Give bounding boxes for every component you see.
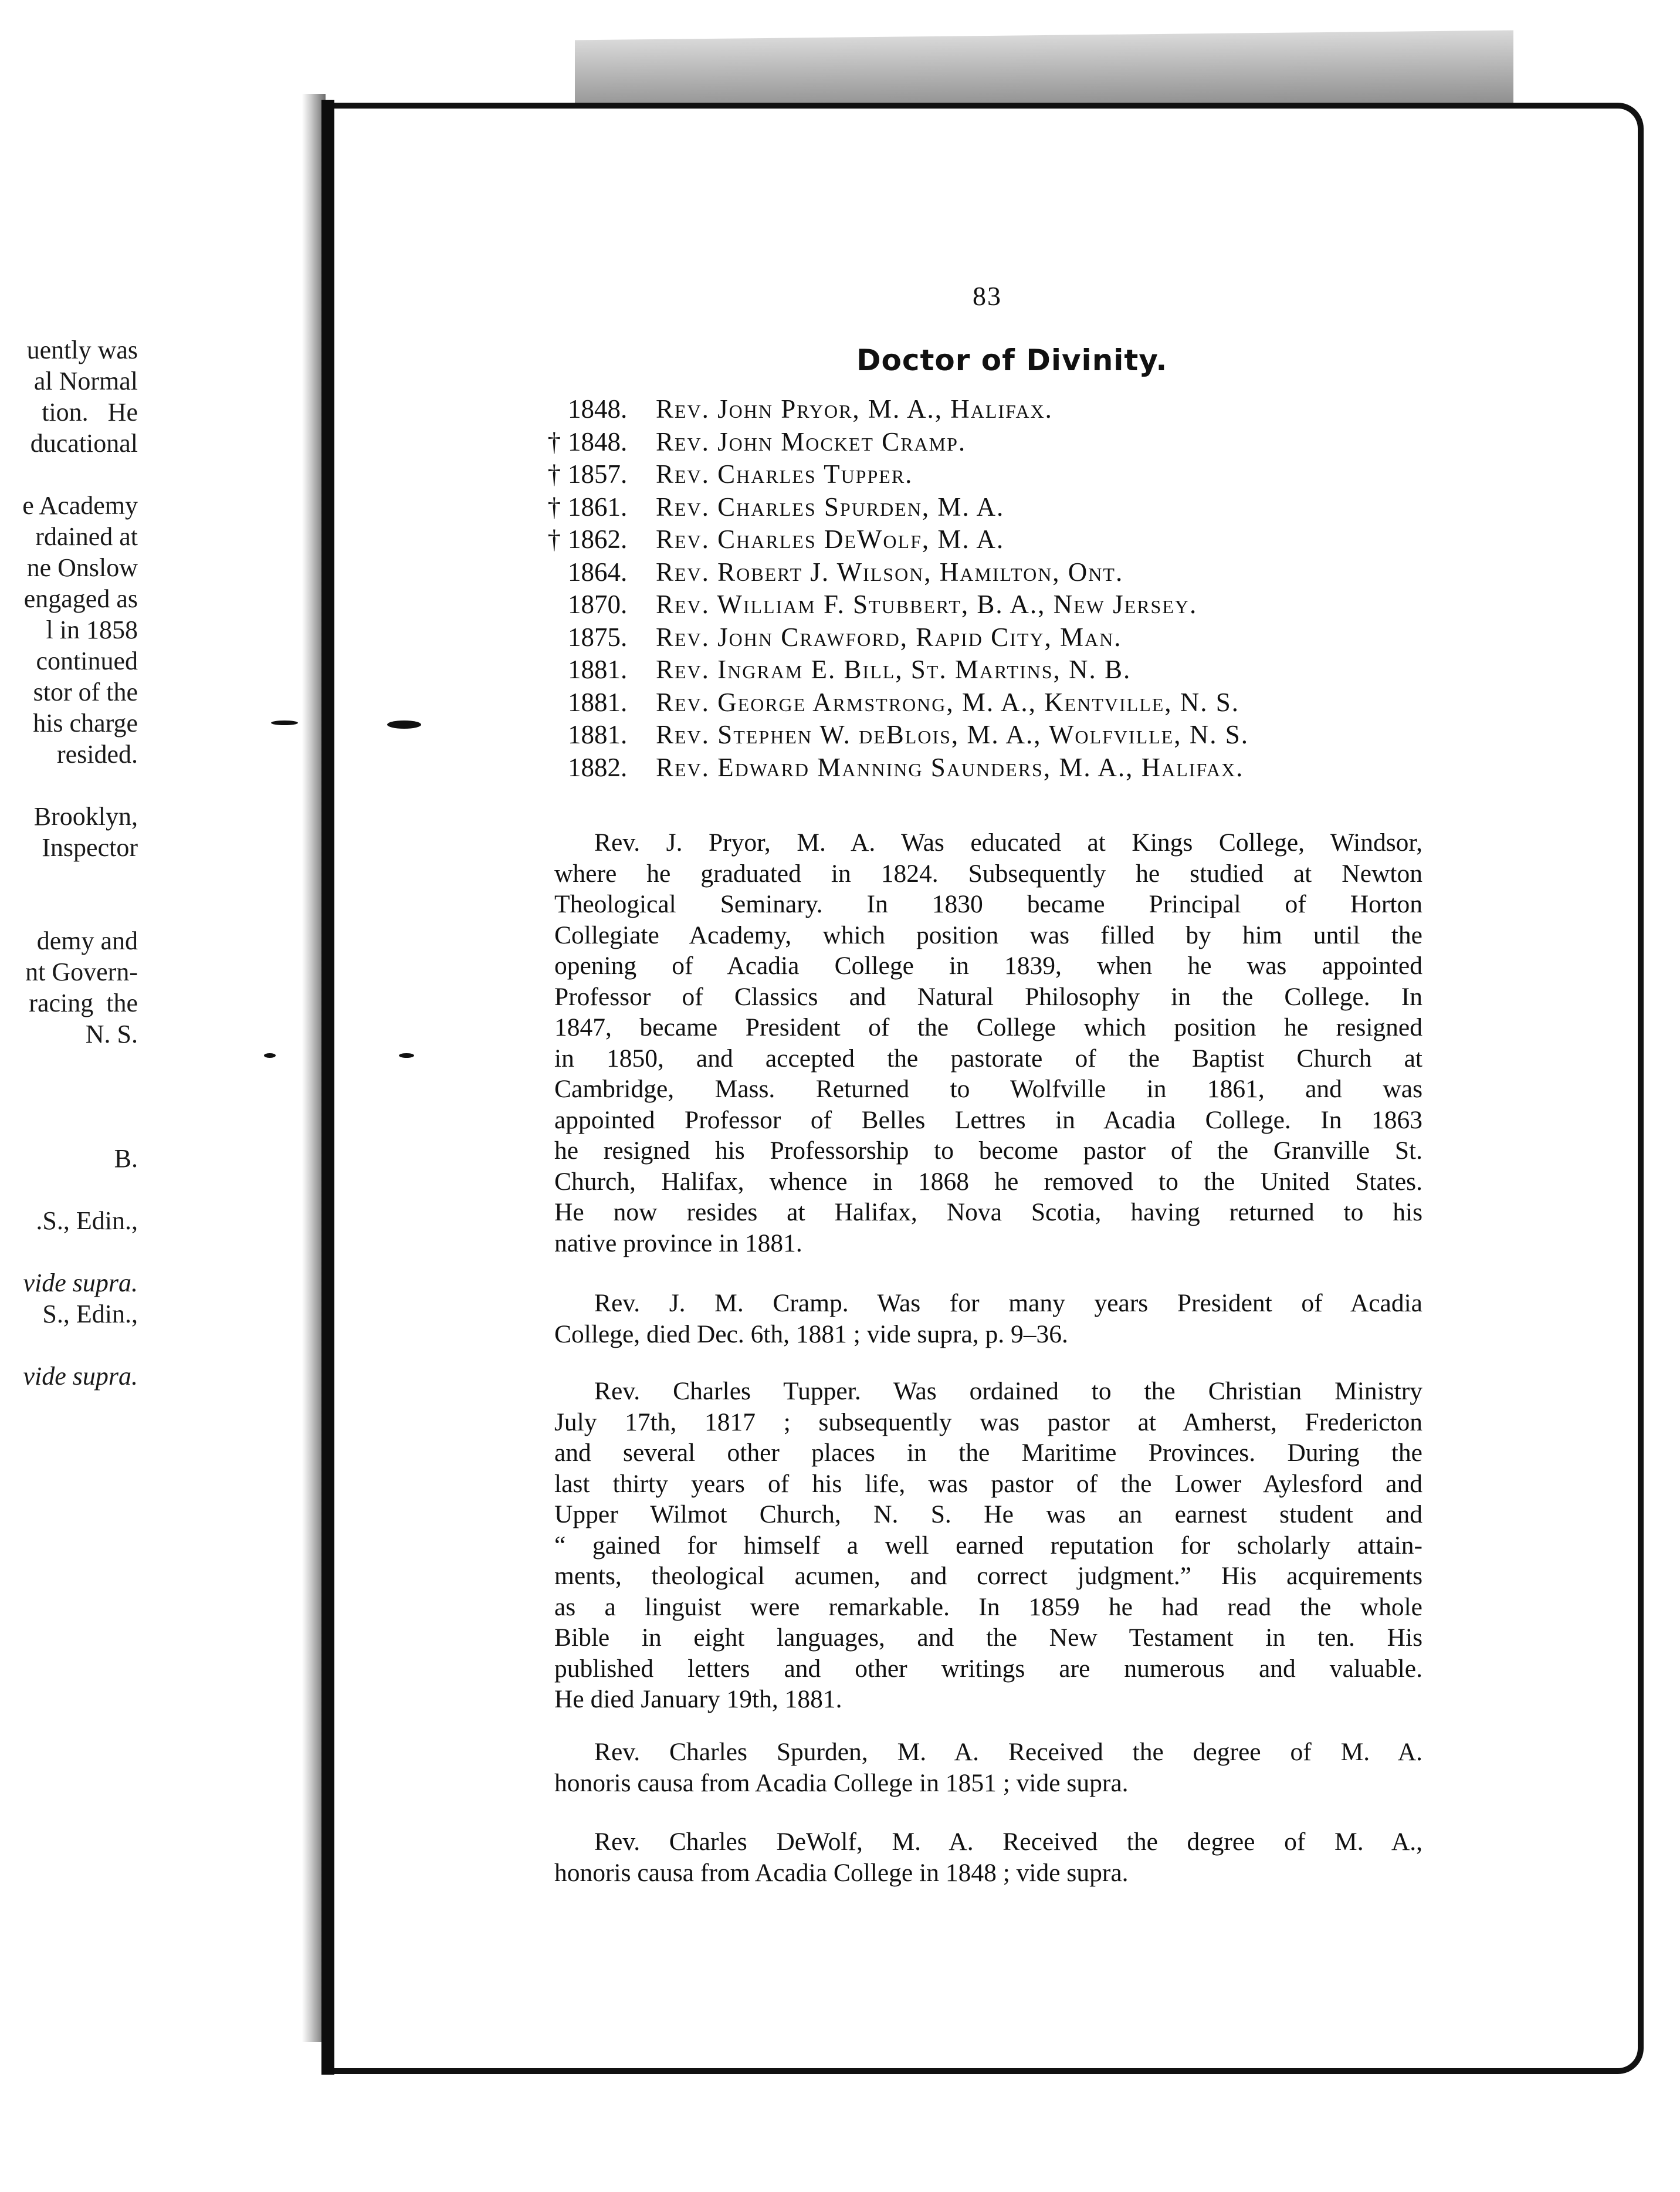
deceased-dagger: † xyxy=(547,427,561,456)
biography-line: Theological Seminary. In 1830 became Principal of Horton xyxy=(554,890,1422,918)
entry-year: 1864. xyxy=(568,557,628,587)
left-page-line: his charge xyxy=(33,709,138,738)
left-page-line: rdained at xyxy=(35,522,138,551)
biography-line: and several other places in the Maritime Provinces. During the xyxy=(554,1439,1422,1467)
biography-line: 1847, became President of the College which position he resigned xyxy=(554,1013,1422,1041)
left-page-line: Inspector xyxy=(42,833,138,862)
left-page-line: continued xyxy=(29,647,138,675)
left-page-line xyxy=(0,1330,138,1361)
gutter-mark xyxy=(387,720,421,729)
biography-line: opening of Acadia College in 1839, when he was appointed xyxy=(554,952,1422,980)
entry-year: 1875. xyxy=(568,622,628,652)
degree-entry xyxy=(546,426,1367,459)
biography-line: native province in 1881. xyxy=(554,1229,802,1257)
entry-year: 1848. xyxy=(568,394,628,424)
left-page-line: Brooklyn, xyxy=(33,802,138,831)
entry-name: Rev. John Mocket Cramp. xyxy=(656,427,967,456)
left-page-line: B. xyxy=(114,1144,138,1173)
left-page-line xyxy=(0,1174,138,1205)
degree-list xyxy=(546,393,1367,784)
degree-entry xyxy=(546,621,1367,654)
entry-year: 1881. xyxy=(568,655,628,684)
biography-line: as a linguist were remarkable. In 1859 he had read the whole xyxy=(554,1592,1422,1621)
entry-name: Rev. Charles DeWolf, M. A. xyxy=(656,525,1005,554)
biography-line: Rev. Charles Spurden, M. A. Received the degree of M. A. xyxy=(594,1738,1422,1766)
biography-line: Upper Wilmot Church, N. S. He was an earnest student and xyxy=(554,1500,1422,1528)
gutter-mark xyxy=(264,1053,276,1058)
biography-line: Collegiate Academy, which position was filled by him until the xyxy=(554,921,1422,949)
entry-year: 1881. xyxy=(568,687,628,717)
left-page-line: uently was xyxy=(26,336,138,364)
biography-line: “ gained for himself a well earned reputation for scholarly attain- xyxy=(554,1531,1422,1560)
left-page-line xyxy=(0,894,138,925)
biography-line: honoris causa from Acadia College in 1848 ; vide supra. xyxy=(554,1858,1129,1887)
degree-entry xyxy=(546,588,1367,621)
biography-line: Rev. Charles DeWolf, M. A. Received the degree of M. A., xyxy=(594,1828,1422,1856)
left-page-line xyxy=(0,1081,138,1112)
biography-paragraph xyxy=(554,827,1422,1259)
deceased-dagger: † xyxy=(547,525,561,554)
left-page-line: .S., Edin., xyxy=(36,1206,138,1235)
degree-entry xyxy=(546,654,1367,686)
left-page-line: engaged as xyxy=(23,584,138,613)
deceased-dagger xyxy=(546,654,561,686)
entry-year: 1870. xyxy=(568,590,628,619)
deceased-dagger: † xyxy=(547,459,561,489)
left-page-text xyxy=(0,334,138,1392)
biography-line: He died January 19th, 1881. xyxy=(554,1685,842,1713)
degree-entry xyxy=(546,719,1367,752)
biography-line: published letters and other writings are numerous and valuable. xyxy=(554,1654,1422,1683)
deceased-dagger xyxy=(546,588,561,621)
left-page-line: nt Govern- xyxy=(25,958,138,986)
degree-entry xyxy=(546,458,1367,491)
entry-year: 1848. xyxy=(568,427,628,456)
section-title: Doctor of Divinity. xyxy=(856,343,1168,377)
entry-name: Rev. Robert J. Wilson, Hamilton, Ont. xyxy=(656,557,1124,587)
biography-line: Bible in eight languages, and the New Testament in ten. His xyxy=(554,1623,1422,1652)
biography-paragraph xyxy=(554,1737,1422,1798)
entry-year: 1882. xyxy=(568,752,628,782)
entry-name: Rev. George Armstrong, M. A., Kentville, N. S. xyxy=(656,687,1240,717)
entry-year: 1861. xyxy=(568,492,628,522)
biography-line: Cambridge, Mass. Returned to Wolfville in 1861, and was xyxy=(554,1075,1422,1103)
entry-name: Rev. William F. Stubbert, B. A., New Jersey. xyxy=(656,590,1198,619)
left-page-line: l in 1858 xyxy=(46,615,138,644)
entry-year: 1862. xyxy=(568,525,628,554)
deceased-dagger xyxy=(546,393,561,426)
biography-line: appointed Professor of Belles Lettres in Acadia College. In 1863 xyxy=(554,1105,1422,1134)
left-page-line: vide supra. xyxy=(23,1268,138,1297)
degree-entry xyxy=(546,752,1367,784)
biography-paragraph xyxy=(554,1288,1422,1349)
left-page-line: al Normal xyxy=(33,367,138,395)
gutter-mark xyxy=(399,1053,414,1058)
biography-line: Professor of Classics and Natural Philosophy in the College. In xyxy=(554,982,1422,1011)
entry-year: 1881. xyxy=(568,720,628,749)
deceased-dagger xyxy=(546,752,561,784)
biography-line: last thirty years of his life, was pastor of the Lower Aylesford and xyxy=(554,1469,1422,1498)
left-page-line: resided. xyxy=(56,740,138,769)
biography-line: where he graduated in 1824. Subsequently he studied at Newton xyxy=(554,859,1422,888)
degree-entry xyxy=(546,491,1367,524)
page-number: 83 xyxy=(973,281,1002,311)
left-page-line: e Academy xyxy=(22,491,138,520)
entry-name: Rev. John Pryor, M. A., Halifax. xyxy=(656,394,1053,424)
entry-name: Rev. Charles Spurden, M. A. xyxy=(656,492,1005,522)
degree-entry xyxy=(546,556,1367,589)
deceased-dagger xyxy=(546,686,561,719)
entry-name: Rev. Stephen W. deBlois, M. A., Wolfville, N. S. xyxy=(656,720,1249,749)
biography-line: ments, theological acumen, and correct judgment.” His acquirements xyxy=(554,1562,1422,1590)
left-page-line xyxy=(0,863,138,894)
biography-line: Rev. J. M. Cramp. Was for many years President of Acadia xyxy=(594,1289,1422,1317)
deceased-dagger: † xyxy=(547,492,561,522)
deceased-dagger xyxy=(546,621,561,654)
left-page-line: S., Edin., xyxy=(42,1300,138,1328)
biography-paragraph xyxy=(554,1826,1422,1888)
entry-name: Rev. Edward Manning Saunders, M. A., Halifax. xyxy=(656,752,1244,782)
left-page-line: racing the xyxy=(29,989,138,1017)
biography-line: He now resides at Halifax, Nova Scotia, having returned to his xyxy=(554,1198,1422,1226)
gutter-mark xyxy=(271,720,298,725)
degree-entry xyxy=(546,393,1367,426)
left-page-line: stor of the xyxy=(33,678,138,706)
entry-name: Rev. John Crawford, Rapid City, Man. xyxy=(656,622,1122,652)
entry-year: 1857. xyxy=(568,459,628,489)
biography-line: Rev. Charles Tupper. Was ordained to the Christian Ministry xyxy=(594,1377,1422,1405)
biography-line: Church, Halifax, whence in 1868 he removed to the United States. xyxy=(554,1167,1422,1196)
left-page-line: ne Onslow xyxy=(26,553,138,582)
biography-line: in 1850, and accepted the pastorate of the Baptist Church at xyxy=(554,1044,1422,1073)
biography-paragraph xyxy=(554,1376,1422,1715)
left-page-line: N. S. xyxy=(85,1020,138,1048)
degree-entry xyxy=(546,523,1367,556)
biography-line: College, died Dec. 6th, 1881 ; vide supra, p. 9–36. xyxy=(554,1320,1068,1348)
left-page-line: demy and xyxy=(36,926,138,955)
entry-name: Rev. Ingram E. Bill, St. Martins, N. B. xyxy=(656,655,1132,684)
deceased-dagger xyxy=(546,556,561,589)
left-page-line: vide supra. xyxy=(23,1362,138,1391)
left-page-line xyxy=(0,1236,138,1267)
left-page-line: ducational xyxy=(30,429,138,458)
left-page-line xyxy=(0,1112,138,1143)
degree-entry xyxy=(546,686,1367,719)
binding-gutter xyxy=(321,100,334,2075)
biography-line: July 17th, 1817 ; subsequently was pastor at Amherst, Fredericton xyxy=(554,1408,1422,1436)
left-page-line xyxy=(0,459,138,490)
deceased-dagger xyxy=(546,719,561,752)
left-page-line xyxy=(0,770,138,801)
left-page-line xyxy=(0,1050,138,1081)
biography-line: Rev. J. Pryor, M. A. Was educated at Kings College, Windsor, xyxy=(594,828,1422,857)
biography-line: honoris causa from Acadia College in 1851 ; vide supra. xyxy=(554,1768,1129,1797)
biography-line: he resigned his Professorship to become pastor of the Granville St. xyxy=(554,1136,1422,1165)
entry-name: Rev. Charles Tupper. xyxy=(656,459,913,489)
left-page-line: tion. He xyxy=(42,398,138,427)
